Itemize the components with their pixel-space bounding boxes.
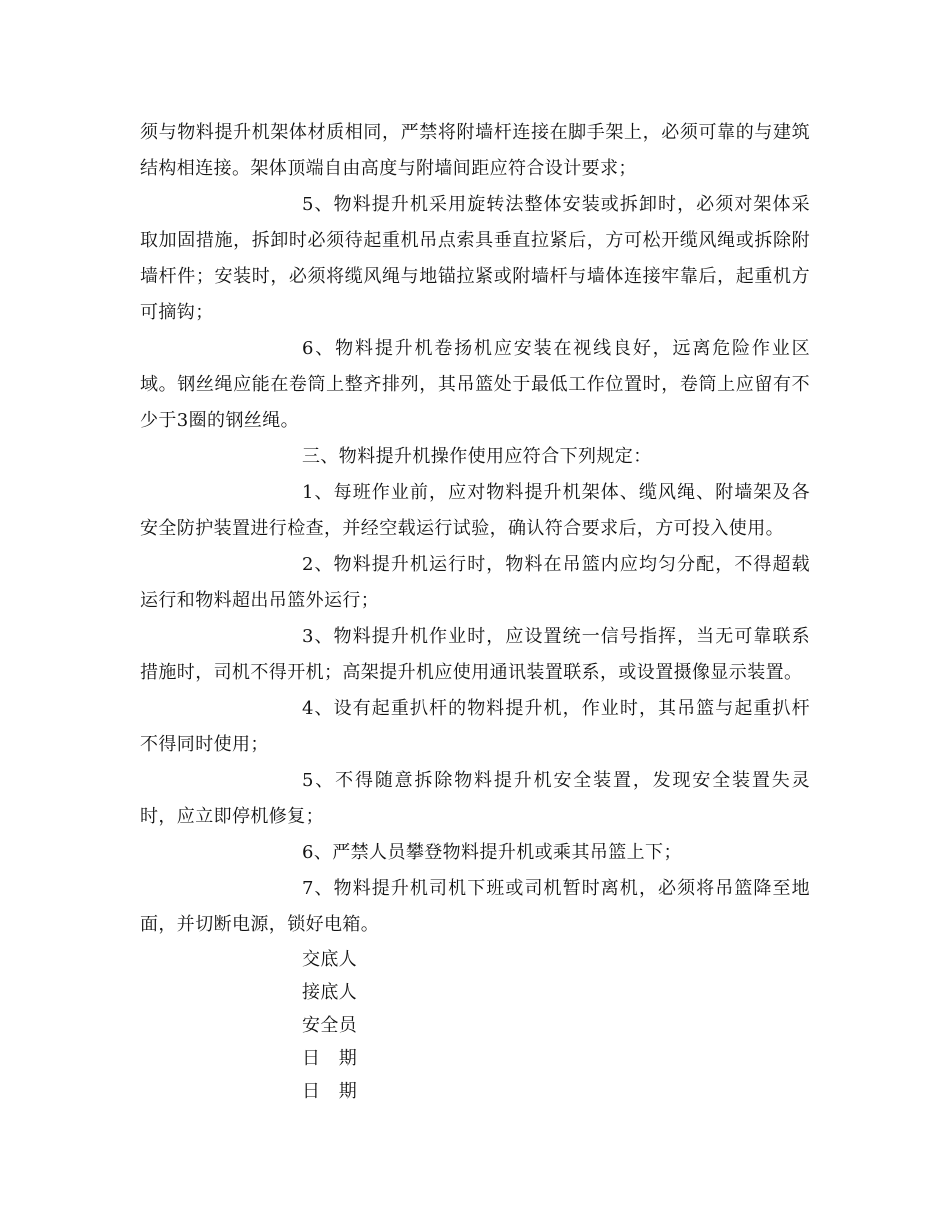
signature-date-2: 日 期	[302, 1081, 358, 1102]
paragraph-rule-1: 1、每班作业前，应对物料提升机架体、缆风绳、附墙架及各安全防护装置进行检查，并经空载运行试验，确认符合要求后，方可投入使用。	[140, 482, 810, 539]
paragraph-item-5-install: 5、物料提升机采用旋转法整体安装或拆卸时，必须对架体采取加固措施，拆卸时必须待起重机吊点索具垂直拉紧后，方可松开缆风绳或拆除附墙杆件；安装时，必须将缆风绳与地锚拉紧或附墙杆与墙体连接牢靠后，起重机方可摘钩；	[140, 194, 810, 323]
signature-date-1: 日 期	[302, 1048, 358, 1069]
paragraph-rule-6: 6、严禁人员攀登物料提升机或乘其吊篮上下；	[302, 842, 682, 863]
signature-block	[140, 943, 810, 1108]
signature-receiver: 接底人	[302, 982, 358, 1003]
paragraph-item-6-winch: 6、物料提升机卷扬机应安装在视线良好，远离危险作业区域。钢丝绳应能在卷筒上整齐排列，其吊篮处于最低工作位置时，卷筒上应留有不少于3圈的钢丝绳。	[140, 338, 810, 431]
paragraph-rule-7: 7、物料提升机司机下班或司机暂时离机，必须将吊篮降至地面，并切断电源，锁好电箱。	[140, 878, 810, 935]
paragraph-rule-3: 3、物料提升机作业时，应设置统一信号指挥，当无可靠联系措施时，司机不得开机；高架提升机应使用通讯装置联系，或设置摄像显示装置。	[140, 626, 810, 683]
document-body	[140, 115, 810, 1108]
signature-discloser: 交底人	[302, 949, 358, 970]
paragraph-rule-4: 4、设有起重扒杆的物料提升机，作业时，其吊篮与起重扒杆不得同时使用；	[140, 698, 810, 755]
paragraph-continuation: 须与物料提升机架体材质相同，严禁将附墙杆连接在脚手架上，必须可靠的与建筑结构相连接。架体顶端自由高度与附墙间距应符合设计要求；	[140, 122, 810, 179]
section-heading-operation: 三、物料提升机操作使用应符合下列规定：	[302, 446, 652, 467]
paragraph-rule-5: 5、不得随意拆除物料提升机安全装置，发现安全装置失灵时，应立即停机修复；	[140, 770, 810, 827]
signature-safety-officer: 安全员	[302, 1015, 358, 1036]
paragraph-rule-2: 2、物料提升机运行时，物料在吊篮内应均匀分配，不得超载运行和物料超出吊篮外运行；	[140, 554, 810, 611]
